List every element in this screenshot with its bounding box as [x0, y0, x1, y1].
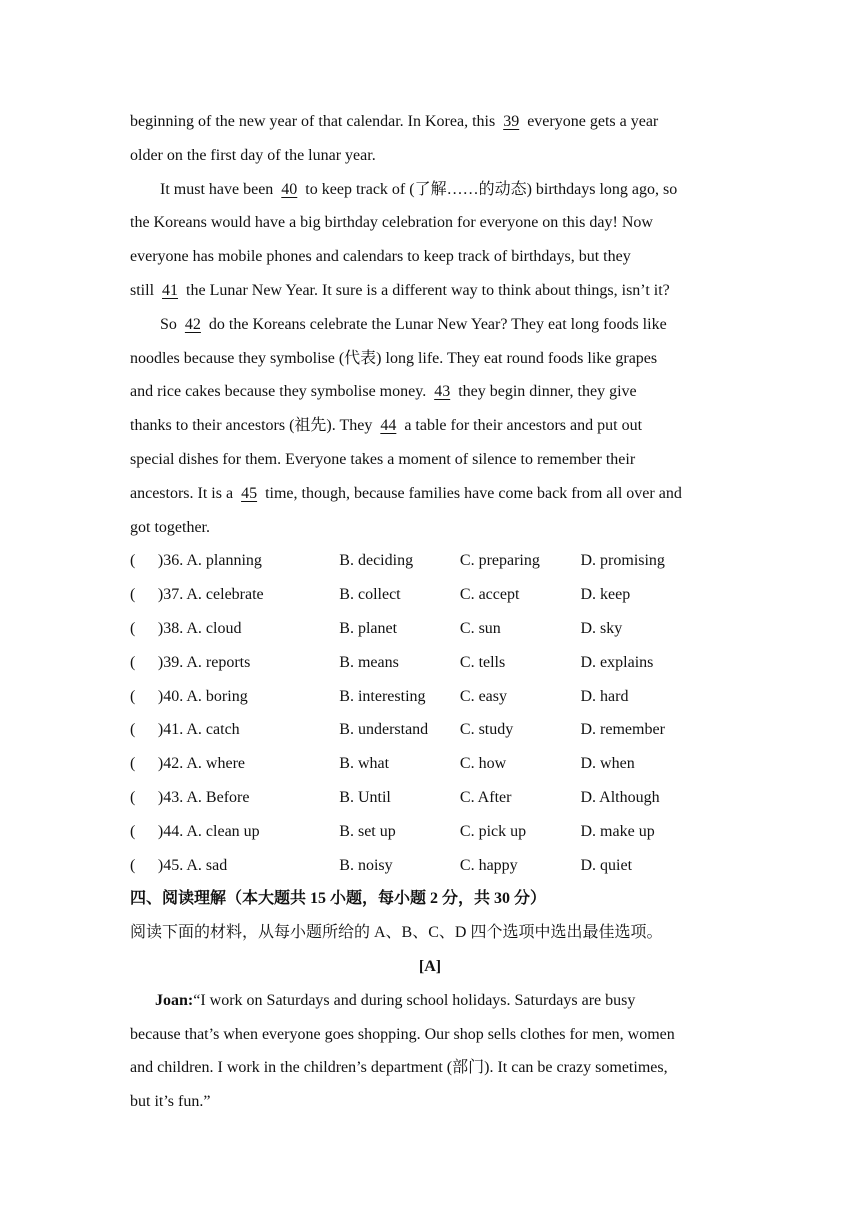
option-c: C. After: [459, 788, 512, 806]
option-b: B. planet: [339, 619, 398, 637]
answer-paren[interactable]: (: [130, 653, 136, 671]
option-c: C. sun: [459, 619, 501, 637]
question-number: )44.: [157, 822, 184, 840]
question-number: )40.: [157, 687, 184, 705]
text: and rice cakes because they symbolise money.: [130, 383, 431, 401]
option-d: D. hard: [580, 687, 629, 705]
option-c: C. easy: [459, 687, 507, 705]
text: do the Koreans celebrate the Lunar New Year? They eat long foods like: [204, 315, 667, 333]
text: everyone gets a year: [523, 113, 659, 130]
option-b: B. noisy: [339, 856, 393, 874]
answer-paren[interactable]: (: [130, 856, 136, 874]
answer-paren[interactable]: (: [130, 822, 136, 840]
passage-line: but it’s fun.”: [130, 1093, 211, 1111]
blank-39: 39: [503, 113, 520, 130]
option-a: A. planning: [186, 552, 262, 570]
passage-line: because that’s when everyone goes shopping. Our shop sells clothes for men, women: [130, 1025, 675, 1043]
passage-line: [130, 409, 730, 443]
question-row: [130, 849, 730, 883]
section-heading: 四、阅读理解（本大题共 15 小题，每小题 2 分，共 30 分）: [130, 890, 547, 908]
option-d: D. sky: [580, 619, 623, 637]
passage-line: [130, 984, 730, 1018]
option-a-cell: [158, 612, 339, 646]
answer-paren[interactable]: (: [130, 619, 136, 637]
option-a-cell: [158, 544, 339, 578]
option-a-cell: [158, 781, 339, 815]
question-row: [130, 578, 730, 612]
passage-line: got together.: [130, 518, 210, 536]
option-a: A. boring: [186, 687, 248, 705]
option-b: B. understand: [339, 721, 429, 739]
option-c: C. preparing: [459, 552, 540, 570]
answer-paren[interactable]: (: [130, 755, 136, 773]
passage-line: and children. I work in the children’s department (部门). It can be crazy sometimes,: [130, 1059, 668, 1077]
option-d: D. promising: [580, 552, 665, 570]
option-b: B. deciding: [339, 552, 414, 570]
blank-44: 44: [380, 417, 397, 435]
option-b: B. what: [339, 755, 390, 773]
text: thanks to their ancestors (祖先). They: [130, 417, 377, 435]
option-a-cell: [158, 578, 339, 612]
blank-43: 43: [434, 383, 451, 401]
option-a-cell: [158, 680, 339, 714]
document-page: [130, 105, 730, 1119]
question-row: [130, 747, 730, 781]
passage-line: [130, 105, 730, 139]
option-a: A. Before: [186, 788, 250, 806]
blank-41: 41: [162, 281, 179, 299]
part-label: [A]: [418, 957, 442, 975]
answer-paren[interactable]: (: [130, 788, 136, 806]
answer-paren[interactable]: (: [130, 721, 136, 739]
question-row: [130, 544, 730, 578]
text: ancestors. It is a: [130, 484, 238, 502]
option-c: C. tells: [459, 653, 506, 671]
text: they begin dinner, they give: [454, 383, 637, 401]
passage-line: [130, 274, 730, 308]
option-a: A. where: [186, 755, 245, 773]
option-d: D. when: [580, 755, 635, 773]
option-d: D. Although: [580, 788, 660, 806]
option-b: B. set up: [339, 822, 396, 840]
question-number: )37.: [157, 586, 184, 604]
answer-paren[interactable]: (: [130, 586, 136, 604]
option-a-cell: [158, 849, 339, 883]
option-a: A. cloud: [186, 619, 242, 637]
passage-line: noodles because they symbolise (代表) long life. They eat round foods like grapes: [130, 349, 658, 367]
question-row: [130, 781, 730, 815]
question-row: [130, 680, 730, 714]
text: “I work on Saturdays and during school holidays. Saturdays are busy: [193, 991, 636, 1009]
question-row: [130, 646, 730, 680]
text: the Lunar New Year. It sure is a different way to think about things, isn’t it?: [182, 281, 670, 299]
option-a-cell: [158, 747, 339, 781]
question-number: )39.: [157, 653, 184, 671]
option-a: A. clean up: [186, 822, 260, 840]
option-a-cell: [158, 815, 339, 849]
passage-line: older on the first day of the lunar year.: [130, 146, 376, 164]
question-number: )41.: [157, 721, 184, 739]
option-d: D. remember: [580, 721, 665, 739]
text: So: [160, 315, 181, 333]
option-c: C. pick up: [459, 822, 527, 840]
option-d: D. quiet: [580, 856, 633, 874]
option-b: B. Until: [339, 788, 391, 806]
option-a: A. sad: [186, 856, 228, 874]
option-a: A. reports: [186, 653, 251, 671]
question-row: [130, 612, 730, 646]
option-b: B. collect: [339, 586, 401, 604]
question-number: )45.: [157, 856, 184, 874]
blank-42: 42: [184, 315, 201, 333]
option-a: A. catch: [186, 721, 240, 739]
text: a table for their ancestors and put out: [400, 417, 643, 435]
option-a-cell: [158, 713, 339, 747]
passage-line: [130, 173, 730, 207]
option-b: B. means: [339, 653, 399, 671]
text: time, though, because families have come back from all over and: [261, 484, 682, 502]
blank-40: 40: [281, 180, 298, 198]
question-number: )38.: [157, 619, 184, 637]
question-number: )36.: [157, 552, 184, 570]
passage-line: [130, 308, 730, 342]
speaker-name: Joan:: [155, 991, 194, 1009]
question-number: )42.: [157, 755, 184, 773]
passage-line: [130, 375, 730, 409]
question-list: [130, 544, 730, 882]
answer-paren[interactable]: (: [130, 687, 136, 705]
option-a-cell: [158, 646, 339, 680]
option-c: C. study: [459, 721, 514, 739]
option-d: D. make up: [580, 822, 655, 840]
option-b: B. interesting: [339, 687, 426, 705]
text: It must have been: [160, 180, 278, 198]
text: to keep track of (了解……的动态) birthdays long ago, so: [301, 180, 678, 198]
passage-line: the Koreans would have a big birthday celebration for everyone on this day! Now: [130, 214, 653, 232]
option-a: A. celebrate: [186, 586, 264, 604]
passage-line: special dishes for them. Everyone takes a moment of silence to remember their: [130, 450, 636, 468]
answer-paren[interactable]: (: [130, 552, 136, 570]
question-number: )43.: [157, 788, 184, 806]
question-row: [130, 713, 730, 747]
question-row: [130, 815, 730, 849]
blank-45: 45: [241, 484, 258, 502]
option-c: C. accept: [459, 586, 520, 604]
text: still: [130, 281, 159, 299]
text: beginning of the new year of that calendar. In Korea, this: [130, 113, 500, 130]
passage-line: everyone has mobile phones and calendars to keep track of birthdays, but they: [130, 248, 631, 266]
section-instruction: 阅读下面的材料，从每小题所给的 A、B、C、D 四个选项中选出最佳选项。: [130, 924, 663, 942]
passage-line: [130, 477, 730, 511]
option-c: C. happy: [459, 856, 518, 874]
option-c: C. how: [459, 755, 507, 773]
option-d: D. keep: [580, 586, 631, 604]
option-d: D. explains: [580, 653, 654, 671]
